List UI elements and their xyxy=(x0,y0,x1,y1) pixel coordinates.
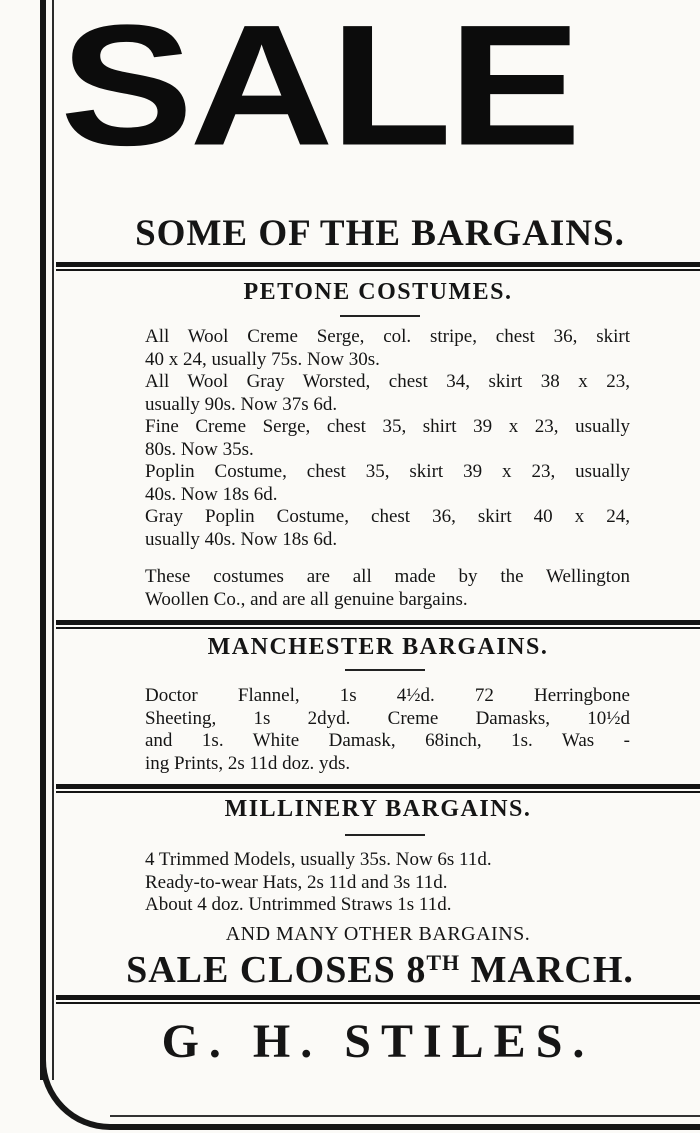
item-line: 40s. Now 18s 6d. xyxy=(145,483,278,505)
divider xyxy=(56,784,700,789)
item-line: Ready-to-wear Hats, 2s 11d and 3s 11d. xyxy=(145,871,448,893)
section-title-petone: PETONE COSTUMES. xyxy=(243,279,513,305)
note-line: These costumes are all made by the Wellington xyxy=(145,566,630,587)
petone-note xyxy=(145,566,630,611)
many-other-bargains: AND MANY OTHER BARGAINS. xyxy=(225,923,531,945)
divider-thin xyxy=(56,791,700,793)
millinery-items xyxy=(145,849,630,917)
divider xyxy=(56,995,700,1000)
item-line: and 1s. White Damask, 68inch, 1s. Was - xyxy=(145,730,630,751)
border-bottom xyxy=(140,1124,700,1130)
item-line: All Wool Creme Serge, col. stripe, chest 36, skirt xyxy=(145,326,630,347)
border-left-inner xyxy=(52,0,54,1080)
sale-closes xyxy=(60,948,700,992)
subheading: SOME OF THE BARGAINS. xyxy=(135,213,625,254)
item-line: 4 Trimmed Models, usually 35s. Now 6s 11d. xyxy=(145,849,492,870)
divider-thin xyxy=(56,1002,700,1004)
border-left xyxy=(40,0,46,1080)
merchant-signature: G. H. STILES. xyxy=(161,1015,595,1068)
closes-suffix: MARCH. xyxy=(460,949,634,991)
item-line: 40 x 24, usually 75s. Now 30s. xyxy=(145,348,380,370)
item-line: Poplin Costume, chest 35, skirt 39 x 23, usually xyxy=(145,461,630,482)
item-line: Fine Creme Serge, chest 35, shirt 39 x 23, usually xyxy=(145,416,630,437)
title-dash xyxy=(340,315,420,317)
note-line: Woollen Co., and are all genuine bargains. xyxy=(145,588,468,610)
item-line: Sheeting, 1s 2dyd. Creme Damasks, 10½d xyxy=(145,707,630,729)
item-line: Doctor Flannel, 1s 4½d. 72 Herringbone xyxy=(145,685,630,706)
title-dash xyxy=(345,669,425,671)
divider-thin xyxy=(56,269,700,271)
item-line: All Wool Gray Worsted, chest 34, skirt 38 x 23, xyxy=(145,371,630,392)
title-dash xyxy=(345,834,425,836)
border-bottom-inner xyxy=(110,1115,700,1117)
item-line: Gray Poplin Costume, chest 36, skirt 40 x 24, xyxy=(145,506,630,527)
headline: SALE xyxy=(60,0,578,182)
item-line: About 4 doz. Untrimmed Straws 1s 11d. xyxy=(145,894,452,915)
section-title-manchester: MANCHESTER BARGAINS. xyxy=(207,634,549,660)
closes-text: SALE CLOSES 8 xyxy=(126,949,427,991)
manchester-items xyxy=(145,685,630,775)
divider-thin xyxy=(56,627,700,629)
petone-items xyxy=(145,326,630,551)
item-line: 80s. Now 35s. xyxy=(145,438,254,460)
item-line: ing Prints, 2s 11d doz. yds. xyxy=(145,752,351,774)
item-line: usually 40s. Now 18s 6d. xyxy=(145,528,338,550)
section-title-millinery: MILLINERY BARGAINS. xyxy=(224,796,532,822)
divider xyxy=(56,262,700,267)
divider xyxy=(56,620,700,625)
item-line: usually 90s. Now 37s 6d. xyxy=(145,393,338,415)
closes-superscript: TH xyxy=(426,950,461,975)
